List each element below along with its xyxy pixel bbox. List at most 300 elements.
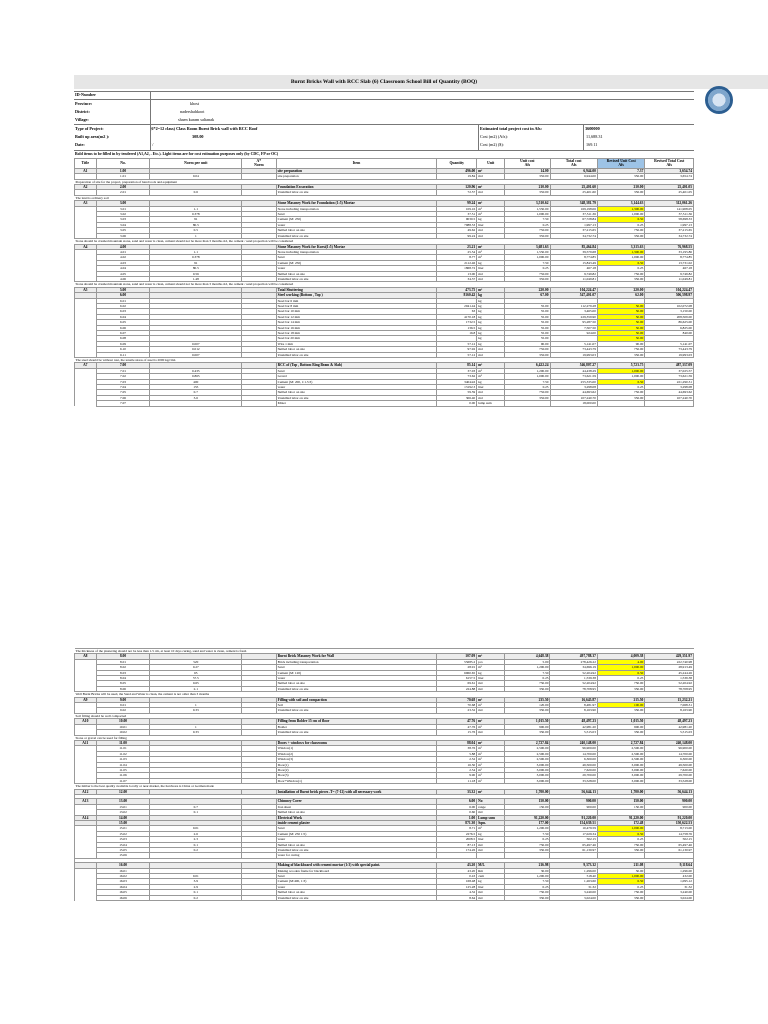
unit: md xyxy=(477,390,505,395)
total-cost: 8,481.97 xyxy=(550,703,597,708)
unit-cost: 55.00 xyxy=(505,309,550,314)
norm-per-unit: 2.3 xyxy=(150,837,242,842)
revised-total-cost: 52,204.92 xyxy=(645,681,694,686)
total-cost: 25,401.60 xyxy=(550,190,597,195)
quantity: 6.00 xyxy=(437,804,477,809)
revised-unit-cost: 150.00 xyxy=(597,799,644,804)
norm-per-unit: 3.9 xyxy=(150,879,242,884)
built-up-area-value: 308.00 xyxy=(192,134,204,139)
item-description: Skilled labor on site xyxy=(276,890,437,895)
column-header-quantity: Quantity xyxy=(437,159,477,169)
norm-per-unit: 2.9 xyxy=(150,884,242,889)
unit: m³ xyxy=(477,244,505,249)
item-number: 3.03 xyxy=(96,217,150,222)
item-number: 15.00 xyxy=(96,820,150,825)
quantity: 2.54 xyxy=(437,767,477,772)
item-description: Electrical Work xyxy=(276,815,437,820)
item-number: 8.04 xyxy=(96,676,150,681)
quantity: 63 xyxy=(437,309,477,314)
item-number: 10.02 xyxy=(96,730,150,735)
a-norm xyxy=(242,895,277,900)
column-header-no: No. xyxy=(96,159,150,169)
quantity: 57.12 xyxy=(437,341,477,346)
revised-total-cost: 6,300.00 xyxy=(645,757,694,762)
item-description: Steel bar 10 mm xyxy=(276,309,437,314)
item-description: Soil xyxy=(276,703,437,708)
revised-unit-cost: 50.00 xyxy=(597,314,644,319)
revised-total-cost: 73,621.59 xyxy=(645,374,694,379)
quantity: 13.00 xyxy=(437,271,477,276)
total-cost: 96,900.00 xyxy=(550,746,597,751)
item-number: 4.06 xyxy=(96,276,150,281)
item-description: Unskilled labor on site xyxy=(276,276,437,281)
item-description: Stone including transportation xyxy=(276,206,437,211)
revised-unit-cost: 1,000.00 xyxy=(597,665,644,670)
revised-unit-cost: 6.50 xyxy=(597,831,644,836)
province-value: khost xyxy=(190,101,200,106)
total-cost: 229,359.90 xyxy=(550,314,597,319)
quantity: 11.18 xyxy=(437,778,477,783)
unit-cost: 1,000.00 xyxy=(505,374,550,379)
revised-total-cost: 3,654.74 xyxy=(645,168,694,173)
item-description: Window(2) xyxy=(276,751,437,756)
column-header-unit: Unit xyxy=(477,159,505,169)
quantity: 38.76 xyxy=(437,746,477,751)
unit: m³ xyxy=(477,212,505,217)
unit-cost: 210.00 xyxy=(505,185,550,190)
quantity: 6157.5 xyxy=(437,676,477,681)
total-cost: 1,296.00 xyxy=(550,868,597,873)
quantity: 25.54 xyxy=(437,249,477,254)
unit-cost: 750.00 xyxy=(505,271,550,276)
item-description: Total Shuttering xyxy=(276,287,437,292)
column-header-norm: Norm per unit xyxy=(150,159,242,169)
unit: kg xyxy=(477,879,505,884)
item-description: Mixer xyxy=(276,401,437,406)
column-header-item: Item xyxy=(276,159,437,169)
revised-total-cost: 86,625.00 xyxy=(645,320,694,325)
quantity: 88.04 xyxy=(437,740,477,745)
unit: m² xyxy=(477,767,505,772)
quantity: 99.24 xyxy=(437,201,477,206)
unit-cost: 7.50 xyxy=(505,879,550,884)
unit-cost: 1,200.00 xyxy=(505,368,550,373)
item-description: Steel bar 6 mm xyxy=(276,298,437,303)
item-number: 6.08 xyxy=(96,336,150,341)
unit-cost: 1,700.00 xyxy=(505,789,550,794)
item-description: Window(1) xyxy=(276,746,437,751)
revised-unit-cost: 50.00 xyxy=(597,336,644,341)
unit-cost: 1,200.00 xyxy=(505,826,550,831)
item-number: 8.06 xyxy=(96,686,150,691)
quantity: 0.60 xyxy=(437,810,477,815)
revised-unit-cost xyxy=(597,401,644,406)
quantity: 2041.44 xyxy=(437,303,477,308)
item-description: Steel bar 14 mm xyxy=(276,320,437,325)
quantity: 15.76 xyxy=(437,730,477,735)
unit: md xyxy=(477,730,505,735)
unit-cost: 235.50 xyxy=(505,697,550,702)
item-number: 7.06 xyxy=(96,395,150,400)
item-number: 11.05 xyxy=(96,767,150,772)
item-number: 6.07 xyxy=(96,331,150,336)
quantity: 6960.65 xyxy=(437,670,477,675)
item-description: Sand xyxy=(276,874,437,879)
total-cost: 6,944.00 xyxy=(550,168,597,173)
total-cost: 467.18 xyxy=(550,266,597,271)
item-description: Unskilled labor on site xyxy=(276,686,437,691)
district-label: District: xyxy=(75,109,90,114)
revised-unit-cost: 50.00 xyxy=(597,309,644,314)
unit-cost: 750.00 xyxy=(505,842,550,847)
unit: m³ xyxy=(477,789,505,794)
revised-total-cost: 73,443.79 xyxy=(645,347,694,352)
total-cost: 9,373.32 xyxy=(550,863,597,868)
norm-per-unit: 0.378 xyxy=(150,255,242,260)
revised-unit-cost: 100.00 xyxy=(597,703,644,708)
column-header-total-cost: Total cost Afs xyxy=(550,159,597,169)
item-number: 9.00 xyxy=(96,697,150,702)
unit-cost: 350.00 xyxy=(505,686,550,691)
unit: md xyxy=(477,842,505,847)
unit-cost: 91,220.00 xyxy=(505,815,550,820)
item-description: Unskilled labor on site xyxy=(276,708,437,713)
item-number: 15.05 xyxy=(96,848,150,853)
unit-cost: 55.00 xyxy=(505,331,550,336)
page-title: Burnt Bricks Wall with RCC Slab (6) Classroom School Bill of Quantity (BOQ) xyxy=(290,79,478,85)
item-description: Unskilled labor on site xyxy=(276,395,437,400)
norm-per-unit: 400 xyxy=(150,379,242,384)
item-number: 4.03 xyxy=(96,260,150,265)
unit-cost: 2,500.00 xyxy=(505,757,550,762)
unit-cost: 4,648.38 xyxy=(505,654,550,659)
norm-per-unit: 80.5 xyxy=(150,222,242,227)
item-code: A7 xyxy=(75,363,97,368)
item-number: 11.04 xyxy=(96,762,150,767)
item-description: Unskilled labor on site xyxy=(276,730,437,735)
item-description: Installation of Burnt brick pieces .T= (7-12) with all necessary work xyxy=(276,789,437,794)
revised-total-cost: 5,141.07 xyxy=(645,341,694,346)
unit-cost: 1,550.00 xyxy=(505,206,550,211)
quantity: 2112.46 xyxy=(437,260,477,265)
quantity: 70.68 xyxy=(437,697,477,702)
total-cost: 14,700.00 xyxy=(550,751,597,756)
norm-per-unit: 57.5 xyxy=(150,676,242,681)
revised-unit-cost: 350.00 xyxy=(597,276,644,281)
unit-cost: 1,550.00 xyxy=(505,249,550,254)
revised-unit-cost: 350.00 xyxy=(597,352,644,357)
total-cost: 546,807.27 xyxy=(550,363,597,368)
header-rule xyxy=(74,99,694,100)
unit: kg xyxy=(477,298,505,303)
norm-per-unit: 0.7 xyxy=(150,804,242,809)
revised-total-cost: 96,900.00 xyxy=(645,746,694,751)
revised-unit-cost: 750.00 xyxy=(597,271,644,276)
quantity: 34.37 xyxy=(437,276,477,281)
item-description: Unskilled labor on site xyxy=(276,190,437,195)
unit: md xyxy=(477,810,505,815)
total-cost: 37,511.36 xyxy=(550,212,597,217)
column-header-unit-cost: Unit cost Afs xyxy=(505,159,550,169)
total-cost: 17,029.34 xyxy=(550,831,597,836)
item-number: 3.02 xyxy=(96,212,150,217)
item-number: 3.05 xyxy=(96,228,150,233)
unit: M/L xyxy=(477,863,505,868)
revised-total-cost: 37,215.65 xyxy=(645,228,694,233)
item-description: Skilled labor on site xyxy=(276,228,437,233)
item-description: site preparation xyxy=(276,168,437,173)
quantity: 43.20 xyxy=(437,863,477,868)
item-description: water xyxy=(276,884,437,889)
quantity: 120.96 xyxy=(437,185,477,190)
revised-unit-cost: 1,000.00 xyxy=(597,212,644,217)
item-number: 15.04 xyxy=(96,842,150,847)
cost-m2-afs-label: Cost (m2) (Afs): xyxy=(480,134,508,139)
header-rule xyxy=(150,91,154,150)
unit: kg xyxy=(477,217,505,222)
total-cost: 44,438.29 xyxy=(550,368,597,373)
revised-total-cost: 45,244.26 xyxy=(645,670,694,675)
item-description: Filling with soil and compaction xyxy=(276,697,437,702)
norm-per-unit: 0.33 xyxy=(150,730,242,735)
revised-total-cost: 3,240.00 xyxy=(645,890,694,895)
total-cost: 169,198.06 xyxy=(550,206,597,211)
item-number: 6.05 xyxy=(96,320,150,325)
item-number: 11.06 xyxy=(96,773,150,778)
unit: m³ xyxy=(477,826,505,831)
revised-unit-cost: 1,015.50 xyxy=(597,719,644,724)
item-number: 11.07 xyxy=(96,778,150,783)
total-cost: 107,240.70 xyxy=(550,395,597,400)
revised-total-cost: 5,515.03 xyxy=(645,730,694,735)
unit-cost: 0.25 xyxy=(505,266,550,271)
unit-cost: 1,200.00 xyxy=(505,665,550,670)
item-description: Skilled labor on site xyxy=(276,271,437,276)
revised-unit-cost: 3,144.63 xyxy=(597,201,644,206)
item-number: 4.04 xyxy=(96,266,150,271)
unit: Sqm. xyxy=(477,820,505,825)
unit: md xyxy=(477,395,505,400)
revised-total-cost: 3,150.00 xyxy=(645,309,694,314)
quantity: 8.77 xyxy=(437,255,477,260)
item-description: water xyxy=(276,266,437,271)
item-description: Cement (M: 250) xyxy=(276,260,437,265)
unit-cost: 1,000.00 xyxy=(505,212,550,217)
unit-cost: 3,000.00 xyxy=(505,762,550,767)
norm-per-unit: 0.1 xyxy=(150,810,242,815)
revised-total-cost: 61,130.97 xyxy=(645,848,694,853)
quantity: 72.57 xyxy=(437,190,477,195)
quantity: 34044.6 xyxy=(437,379,477,384)
item-number: 15.02 xyxy=(96,831,150,836)
revised-total-cost: 44,693.62 xyxy=(645,390,694,395)
unit: md xyxy=(477,848,505,853)
unit-cost: 0.25 xyxy=(505,676,550,681)
unit: m³ xyxy=(477,374,505,379)
revised-total-cost: 11,049.81 xyxy=(645,276,694,281)
unit-cost: 67.00 xyxy=(505,293,550,298)
item-description: Steel bar 8 mm xyxy=(276,303,437,308)
unit-cost: 6,422.24 xyxy=(505,363,550,368)
revised-unit-cost: 30.00 xyxy=(597,868,644,873)
column-header-a: A* Norm xyxy=(242,159,277,169)
item-number: 7.04 xyxy=(96,385,150,390)
total-cost: 52,204.92 xyxy=(550,681,597,686)
revised-unit-cost: 0.25 xyxy=(597,837,644,842)
item-description: Making wooden frame for blackboard xyxy=(276,868,437,873)
revised-total-cost: 14,758.76 xyxy=(645,831,694,836)
quantity: 473.75 xyxy=(437,287,477,292)
total-cost: 900.00 xyxy=(550,799,597,804)
unit: Lump sum xyxy=(477,815,505,820)
item-description: Door(3) xyxy=(276,773,437,778)
total-cost: 3,298.08 xyxy=(550,385,597,390)
item-number: 2.00 xyxy=(96,185,150,190)
unit-cost: 350.00 xyxy=(505,174,550,179)
item-description: Steel bar 16 mm xyxy=(276,325,437,330)
unit-cost: 750.00 xyxy=(505,228,550,233)
unit-cost: 216.98 xyxy=(505,863,550,868)
unit-cost: 177.00 xyxy=(505,820,550,825)
unit: cum xyxy=(477,874,505,879)
item-code: A3 xyxy=(75,201,97,206)
item-number: 11.00 xyxy=(96,740,150,745)
unit: md xyxy=(477,271,505,276)
unit: kg xyxy=(477,320,505,325)
revised-unit-cost: 350.00 xyxy=(597,190,644,195)
item-description: Filling from Bolder 15 cm of floor xyxy=(276,719,437,724)
revised-total-cost: 900.00 xyxy=(645,799,694,804)
quantity: 8.71 xyxy=(437,826,477,831)
revised-unit-cost: 91,220.00 xyxy=(597,815,644,820)
revised-total-cost: 19,993.03 xyxy=(645,352,694,357)
quantity: 23.32 xyxy=(437,708,477,713)
unit: No xyxy=(477,799,505,804)
note-text: Preparation of site for the project, preparation of hand tools and equipment xyxy=(75,179,694,184)
unit-cost: 55.00 xyxy=(505,303,550,308)
item-number: 12.00 xyxy=(96,789,150,794)
item-description: Bolder xyxy=(276,724,437,729)
quantity: 16.50 xyxy=(437,762,477,767)
total-cost: 348,381.79 xyxy=(550,201,597,206)
revised-unit-cost: 2,500.00 xyxy=(597,746,644,751)
quantity: 4.32 xyxy=(437,890,477,895)
item-description: Skilled labor on site xyxy=(276,347,437,352)
item-description: Cement (M:400, 1:3) xyxy=(276,879,437,884)
revised-unit-cost: 3,000.00 xyxy=(597,773,644,778)
unit: kg xyxy=(477,293,505,298)
unit-cost: 55.00 xyxy=(505,325,550,330)
item-description: Door+Window(1) xyxy=(276,778,437,783)
revised-unit-cost: 750.00 xyxy=(597,390,644,395)
item-description: water xyxy=(276,222,437,227)
item-description: Sand xyxy=(276,665,437,670)
quantity: 9030.5 xyxy=(437,217,477,222)
item-description: water for curing xyxy=(276,853,437,858)
item-number: 6.02 xyxy=(96,303,150,308)
unit: md xyxy=(477,190,505,195)
revised-total-cost: 107,240.70 xyxy=(645,395,694,400)
norm-per-unit: 0.007 xyxy=(150,341,242,346)
item-description: Steel working (Bottom , Top ) xyxy=(276,293,437,298)
item-number: 5.00 xyxy=(96,287,150,292)
total-cost: 3,240.00 xyxy=(550,890,597,895)
total-cost: 900.00 xyxy=(550,804,597,809)
header-rule xyxy=(74,124,694,125)
total-cost: 18,000.00 xyxy=(550,401,597,406)
revised-total-cost: 48,497.23 xyxy=(645,719,694,724)
revised-total-cost: 58,698.33 xyxy=(645,217,694,222)
revised-unit-cost: 1,000.00 xyxy=(597,374,644,379)
quantity: 5.88 xyxy=(437,751,477,756)
item-number: 16.02 xyxy=(96,874,150,879)
item-description: Unskilled labor on site xyxy=(276,895,437,900)
quantity: 59.59 xyxy=(437,390,477,395)
item-code: A5 xyxy=(75,287,97,292)
quantity: 2276.5 xyxy=(437,831,477,836)
revised-total-cost: 222,740.98 xyxy=(645,659,694,664)
revised-unit-cost: 6.50 xyxy=(597,879,644,884)
unit-cost: 350.00 xyxy=(505,233,550,238)
unit: liter xyxy=(477,676,505,681)
item-number: 2.01 xyxy=(96,190,150,195)
item-code: A10 xyxy=(75,719,97,724)
revised-unit-cost: 2,727.84 xyxy=(597,740,644,745)
unit: md xyxy=(477,174,505,179)
norm-per-unit: 0.378 xyxy=(150,212,242,217)
norm-per-unit: 0.7 xyxy=(150,390,242,395)
item-description: Iron sheet xyxy=(276,804,437,809)
revised-total-cost: 78,708.95 xyxy=(645,686,694,691)
quantity: 4170.18 xyxy=(437,314,477,319)
revised-unit-cost: 6.50 xyxy=(597,670,644,675)
quantity: 6.00 xyxy=(437,799,477,804)
total-cost: 61,130.97 xyxy=(550,848,597,853)
item-number: 1.01 xyxy=(96,174,150,179)
total-cost: 6,944.00 xyxy=(550,174,597,179)
item-number: 3.04 xyxy=(96,222,150,227)
norm-per-unit: 0.007 xyxy=(150,352,242,357)
item-number: 13.02 xyxy=(96,810,150,815)
norm-per-unit: 0.01 xyxy=(150,874,242,879)
boq-table-page-2 xyxy=(74,648,694,901)
unit-cost: 350.00 xyxy=(505,395,550,400)
revised-unit-cost: 215.50 xyxy=(597,697,644,702)
note-text: Soil filling should be well compacted xyxy=(75,713,694,718)
item-number: 9.02 xyxy=(96,708,150,713)
norm-per-unit: 0.04 xyxy=(150,174,242,179)
item-number: 6.04 xyxy=(96,314,150,319)
unit-cost xyxy=(505,401,550,406)
total-cost: 518.40 xyxy=(550,874,597,879)
unit: m³ xyxy=(477,724,505,729)
unit: m² xyxy=(477,773,505,778)
total-cost: 11,049.81 xyxy=(550,276,597,281)
revised-total-cost: 502.15 xyxy=(645,837,694,842)
quantity: 97.92 xyxy=(437,347,477,352)
norm-per-unit: 155 xyxy=(150,385,242,390)
unit: m³ xyxy=(477,249,505,254)
norm-per-unit: 0.6 xyxy=(150,190,242,195)
quantity: 174.26 xyxy=(437,848,477,853)
quantity: 73.62 xyxy=(437,374,477,379)
norm-per-unit: 1 xyxy=(150,724,242,729)
total-cost: 16,645.87 xyxy=(550,697,597,702)
note-text: The timber is the best quality available locally or near market, the hardware is China or German made xyxy=(75,784,694,789)
total-cost: 502.15 xyxy=(550,837,597,842)
item-number: 4.05 xyxy=(96,271,150,276)
item-number: 16.01 xyxy=(96,868,150,873)
